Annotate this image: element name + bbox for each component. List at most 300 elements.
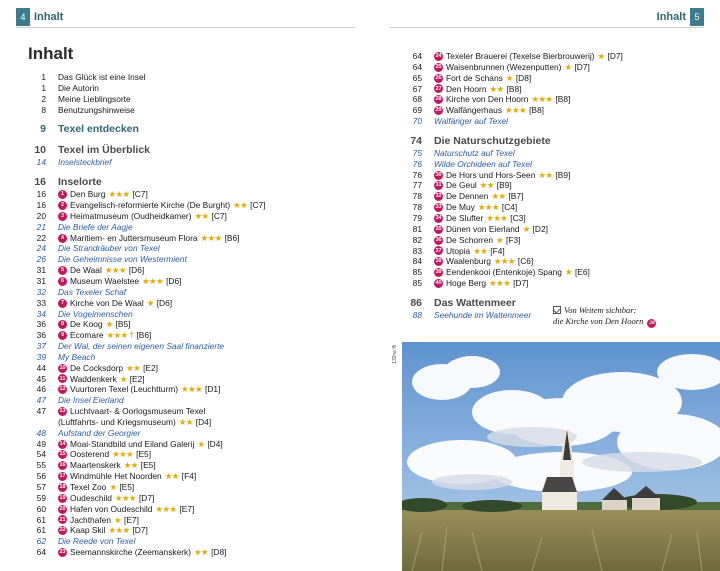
toc-page-number: 74 [410,134,422,147]
map-reference: [D4] [195,416,212,427]
toc-entry-body [46,298,172,309]
location-badge: 32 [435,193,442,200]
toc-entry-title: Oosterend [70,449,110,460]
map-reference: [E5] [136,449,152,460]
map-reference: [E7] [179,503,195,514]
toc-entry [28,395,378,406]
header-rule-right [390,27,704,28]
location-badge: 19 [59,494,66,501]
location-badge: 11 [59,375,66,382]
toc-entry-body [46,177,102,188]
toc-page-number: 16 [34,176,46,189]
toc-entry [28,428,378,439]
toc-page-number: 31 [36,265,46,276]
toc-entry-body [46,384,220,395]
toc-entry-body [46,504,194,515]
photo-caption [553,305,703,328]
rating-stars-icon: ★★ [489,83,504,94]
rating-stars-icon: ★ [113,514,121,525]
location-badge: 21 [59,516,66,523]
toc-entry-body [422,136,551,147]
rating-stars-icon: ★ [105,319,113,330]
toc-entry-title: (Luftfahrts- und Kriegsmuseum) [58,416,176,427]
rating-stars-icon: ★★ [126,362,141,373]
toc-entry-title: Naturschutz auf Texel [434,147,515,158]
toc-page-number: 9 [40,123,46,136]
toc-entry-body [46,341,224,352]
location-badge: 37 [435,247,442,254]
toc-entry-body [46,287,126,298]
map-reference: [E2] [143,362,159,373]
toc-entry [28,265,378,276]
toc-entry-title: Dünen von Eierland [446,223,520,234]
toc-entry-title: Hoge Berg [446,278,487,289]
location-badge: 20 [59,505,66,512]
toc-entry-body [422,84,521,95]
location-badge: 3 [58,212,67,221]
toc-page-number: 82 [412,234,422,245]
running-head-right: Inhalt [656,11,686,23]
toc-entry-title: Maritiem- en Juttersmuseum Flora [70,232,198,243]
rating-stars-icon: ★ [522,223,530,234]
toc-entry-body [46,395,124,406]
toc-entry [28,157,378,168]
map-reference: [B6] [224,232,240,243]
map-reference: [F4] [490,245,505,256]
toc-left-column [28,72,378,558]
toc-entry-body [46,525,148,536]
toc-entry-body [46,363,158,374]
toc-entry [28,144,378,157]
toc-entry [402,170,712,181]
map-reference: [C7] [132,189,148,200]
toc-entry-body [46,276,181,287]
toc-page-number: 33 [36,297,46,308]
toc-entry-title: Den Burg [70,189,106,200]
location-badge: 31 [435,182,442,189]
toc-entry-body [422,310,531,321]
location-badge: 2 [58,201,67,210]
toc-entry-title: Die Vogelmenschen [58,308,133,319]
toc-entry-body [46,105,135,116]
toc-entry-body [422,246,505,257]
toc-page-number: 62 [36,536,46,547]
toc-entry-title: Der Wal, der seinen eigenen Saal finanzierte [58,341,225,352]
toc-entry-title: Jachthafen [70,514,111,525]
map-reference: [D8] [515,72,532,83]
toc-entry-body [46,309,133,320]
toc-entry-body [46,352,95,363]
toc-page-number: 64 [36,547,46,558]
toc-entry-title: Waisenbrunnen (Wezenputten) [446,61,562,72]
toc-entry [28,341,378,352]
toc-page-number: 54 [36,449,46,460]
map-reference: [D2] [532,223,548,234]
toc-entry [28,460,378,471]
toc-entry-title: Inselorte [58,176,102,189]
toc-entry-title: Waddenkerk [70,373,117,384]
toc-page-number: 36 [36,319,46,330]
toc-entry [402,105,712,116]
toc-entry [28,254,378,265]
location-badge: 7 [58,299,67,308]
map-reference: [B8] [529,105,544,116]
toc-entry-body [46,439,223,450]
toc-page-number: 78 [412,202,422,213]
map-reference: [F4] [181,471,197,482]
rating-stars-icon: ★★ [479,180,494,191]
toc-entry [402,191,712,202]
toc-entry [28,525,378,536]
toc-entry-body [46,374,145,385]
toc-page-number: 1 [41,72,46,82]
toc-page-number: 85 [412,267,422,278]
rating-stars-icon: ★★ [491,191,506,202]
toc-page-number: 57 [36,482,46,492]
toc-entry-title: Walfänger auf Texel [434,116,509,127]
toc-page-number: 85 [412,278,422,289]
toc-entry-body [46,233,239,244]
page-number-right: 5 [690,8,704,26]
map-reference: [D7] [574,61,590,72]
rating-stars-icon: ★ [564,267,572,278]
rating-stars-icon: ★★ [194,547,209,558]
toc-page-number: 61 [36,525,46,536]
toc-entry [402,116,712,127]
photo-credit: 132rw ffi [392,345,398,364]
toc-entry-title: Den Hoorn [446,83,487,94]
toc-entry-title: Oudeschild [70,492,112,503]
toc-entry-title: Kirche von Den Hoorn [446,94,529,105]
toc-page-number: 16 [36,200,46,211]
toc-entry-title: Heimatmuseum (Oudheidkamer) [70,210,192,221]
toc-entry [28,287,378,298]
location-badge: 15 [59,451,66,458]
toc-entry-title: De Hors und Hors-Seen [446,169,536,180]
toc-entry-title: My Beach [58,351,96,362]
map-reference: [B8] [555,94,571,105]
location-badge: 1 [58,190,67,199]
toc-page-number: 31 [36,275,46,286]
toc-entry-body [46,536,135,547]
toc-page-number: 46 [36,384,46,395]
rating-stars-icon: ★★★ ☨ [106,330,134,341]
toc-entry-body [46,265,144,276]
toc-entry-body [46,254,187,265]
toc-entry-body [46,493,154,504]
toc-entry-body [46,482,134,493]
rating-stars-icon: ★★★ [493,256,515,267]
toc-entry-title: Museum Waelstee [70,275,140,286]
page-title: Inhalt [28,44,74,63]
toc-page-number: 68 [412,94,422,105]
church-photo [402,342,720,571]
toc-entry [28,493,378,504]
toc-entry-body [46,428,140,439]
map-reference: [E7] [124,514,139,525]
toc-entry-title: Die Briefe der Aagje [58,221,133,232]
toc-page-number: 20 [36,210,46,221]
map-reference: [E2] [129,373,145,384]
map-reference: [E6] [574,267,590,278]
toc-entry-title: Die Naturschutzgebiete [434,134,551,147]
toc-entry-body [422,267,590,278]
toc-entry-title: Ecomare [70,330,104,341]
toc-page-number: 69 [412,105,422,116]
toc-entry [402,135,712,148]
toc-entry [28,352,378,363]
location-badge: 16 [59,462,66,469]
toc-entry-title: Hafen von Oudeschild [70,503,153,514]
toc-page-number: 65 [412,72,422,83]
toc-entry-title: Aufstand der Georgier [58,427,141,438]
toc-entry-body [422,62,590,73]
toc-entry [28,439,378,450]
toc-entry [402,202,712,213]
map-reference: [B6] [136,330,152,341]
toc-entry-body [422,105,544,116]
toc-entry [402,84,712,95]
toc-page-number: 16 [36,189,46,200]
toc-entry-body [422,298,516,309]
toc-entry [402,267,712,278]
toc-page-number: 10 [34,144,46,157]
page-number-left: 4 [16,8,30,26]
toc-entry-title: Texeler Brauerei (Texelse Bierbrouwerij) [446,51,595,61]
rating-stars-icon: ★★★ [531,94,553,105]
toc-entry-title: Texel entdecken [58,123,139,136]
toc-entry [28,504,378,515]
header-rule-left [16,27,356,28]
rating-stars-icon: ★★★ [200,232,222,243]
rating-stars-icon: ★★★ [155,503,177,514]
toc-entry-title: Benutzungshinweise [58,104,135,115]
rating-stars-icon: ★ [505,72,513,83]
map-reference: [C6] [517,256,534,267]
toc-entry [28,176,378,189]
map-reference: [D7] [607,51,623,61]
toc-entry [28,72,378,83]
toc-page-number: 21 [36,221,46,232]
toc-entry-title: Das Texeler Schaf [58,286,127,297]
toc-entry [28,309,378,320]
toc-entry-title: Die Strandräuber von Texel [58,243,160,254]
rating-stars-icon: ★ [109,482,117,492]
toc-entry-body [46,211,227,222]
map-reference: [D6] [156,297,173,308]
toc-entry-title: Waalenburg [446,256,491,267]
location-badge: 10 [59,364,66,371]
toc-entry-title: Texel im Überblick [58,144,151,157]
toc-entry [402,73,712,84]
toc-entry-title: De Muy [446,202,475,213]
location-badge: 35 [435,225,442,232]
toc-entry-body [46,449,151,460]
map-reference: [C7] [250,200,266,211]
toc-entry-body [46,222,133,233]
rating-stars-icon: ★★★ [486,212,508,223]
toc-right-column [402,51,712,321]
rating-stars-icon: ★★★ [108,525,130,536]
toc-entry-body [422,94,570,105]
toc-page-number: 64 [412,61,422,72]
map-reference: [B9] [496,180,512,191]
location-badge: 18 [59,484,66,490]
toc-entry [402,224,712,235]
toc-entry-body [422,213,526,224]
toc-entry [28,482,378,493]
map-reference: [C4] [501,202,518,213]
location-badge: 5 [58,266,67,275]
toc-entry-title: Utopia [446,245,471,256]
toc-entry-body [46,94,131,105]
toc-entry-body [422,73,531,84]
location-badge: 38 [435,258,442,265]
rating-stars-icon: ★ [146,297,154,308]
toc-page-number: 8 [41,104,46,115]
location-badge: 4 [58,234,67,243]
toc-entry-title: Inselsteckbrief [58,157,112,168]
toc-entry-body [46,145,150,156]
toc-entry [28,515,378,526]
toc-page-number: 64 [412,51,422,61]
toc-entry [28,189,378,200]
rating-stars-icon: ★★ [178,416,193,427]
toc-entry-body [422,170,570,181]
location-badge: 40 [435,280,442,287]
map-reference: [E5] [140,460,156,471]
toc-page-number: 86 [410,296,422,309]
toc-page-number: 84 [412,256,422,267]
toc-entry [28,363,378,374]
toc-entry [28,276,378,287]
toc-entry [402,246,712,257]
toc-entry-title: Kirche von De Waal [70,297,144,308]
toc-entry-body [46,471,196,482]
toc-page-number: 32 [36,286,46,297]
toc-entry [402,256,712,267]
toc-page-number: 60 [36,503,46,514]
toc-page-number: 67 [412,83,422,94]
rating-stars-icon: ★ [119,373,127,384]
toc-entry-body [422,278,528,289]
toc-entry-title: Luchtvaart- & Oorlogsmuseum Texel [70,406,206,417]
toc-entry-title: Evangelisch-reformierte Kirche (De Burght) [70,200,231,211]
toc-entry-title: Maartenskerk [70,460,121,471]
location-badge: 9 [58,331,67,340]
toc-entry [28,243,378,254]
rating-stars-icon: ★★★ [114,492,136,503]
map-reference: [D8] [211,547,227,558]
toc-entry-body [46,200,266,211]
toc-entry-body [46,515,139,526]
toc-page-number: 36 [36,330,46,341]
toc-entry [28,374,378,385]
location-badge: 17 [59,473,66,480]
location-badge: 23 [59,549,66,556]
toc-entry-title: Windmühle Het Noorden [70,471,162,482]
rating-stars-icon: ★★ [473,245,488,256]
toc-page-number: 70 [412,116,422,127]
map-reference: [B8] [506,83,522,94]
map-reference: [B9] [555,169,571,180]
toc-entry [28,406,378,417]
toc-entry-title: Eendenkooi (Entenkoje) Spang [446,267,562,278]
location-badge: 36 [435,236,442,243]
toc-entry [402,180,712,191]
toc-entry-body [46,189,148,200]
rating-stars-icon: ★★★ [142,275,164,286]
toc-entry-body [46,417,211,428]
toc-page-number: 34 [36,308,46,319]
toc-page-number: 47 [36,395,46,406]
toc-page-number: 75 [412,147,422,158]
location-badge: 29 [435,107,442,114]
toc-page-number: 88 [412,309,422,320]
location-badge: 30 [435,171,442,178]
toc-entry [28,233,378,244]
toc-entry-title: Die Geheimnisse von Westermient [58,254,187,265]
toc-page-number: 47 [36,406,46,417]
toc-entry-body [46,330,151,341]
toc-entry [28,94,378,105]
toc-entry-title: Moai-Standbild und Eiland Galerij [70,438,195,449]
toc-page-number: 48 [36,427,46,438]
toc-entry-title: De Dennen [446,191,489,202]
map-reference: [D4] [207,438,223,449]
location-badge: 24 [435,53,442,59]
toc-page-number: 45 [36,373,46,384]
toc-entry [402,235,712,246]
toc-entry [28,330,378,341]
toc-page-number: 78 [412,191,422,202]
toc-entry-title: Texel Zoo [70,482,107,492]
toc-entry-title: Das Wattenmeer [434,296,516,309]
caption-line-2: die Kirche von Den Hoorn [553,316,644,326]
toc-entry [402,213,712,224]
toc-entry [28,319,378,330]
toc-entry-title: Seehunde im Wattenmeer [434,309,532,320]
toc-entry-body [46,72,146,83]
location-badge: 26 [435,74,442,81]
toc-page-number: 2 [41,93,46,104]
toc-entry [28,123,378,136]
toc-entry-title: De Slufter [446,212,484,223]
rating-stars-icon: ★ [496,234,504,245]
toc-entry [28,547,378,558]
toc-entry-title: Fort de Schans [446,72,503,83]
rating-stars-icon: ★★ [164,471,179,482]
page-tab-left [16,8,67,26]
location-badge: 25 [435,63,442,70]
toc-entry-title: Das Glück ist eine Insel [58,72,146,82]
location-badge: 22 [59,527,66,534]
toc-entry [28,83,378,94]
toc-page-number: 83 [412,245,422,256]
toc-entry-title: De Waal [70,265,102,276]
location-badge: 12 [59,386,66,393]
toc-page-number: 26 [36,254,46,265]
rating-stars-icon: ★★★ [108,189,130,200]
rating-stars-icon: ★★★ [181,384,203,395]
toc-page-number: 22 [36,232,46,243]
toc-entry [402,94,712,105]
rating-stars-icon: ★★ [233,200,248,211]
rating-stars-icon: ★★★ [104,265,126,276]
map-reference: [F3] [506,234,521,245]
toc-entry-body [422,191,523,202]
toc-page-number: 14 [36,157,46,168]
